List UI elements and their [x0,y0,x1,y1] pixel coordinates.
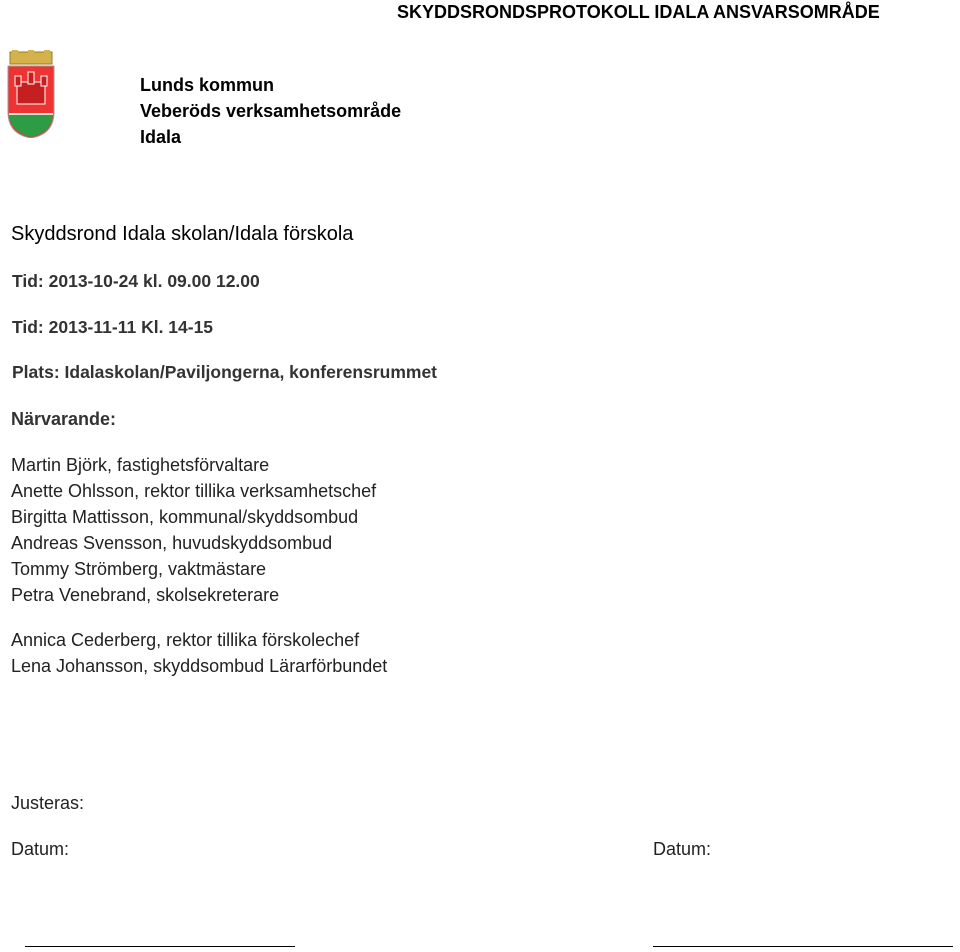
attendee-item: Birgitta Mattisson, kommunal/skyddsombud [11,507,359,527]
org-name: Lunds kommun [140,75,274,95]
attendee-item: Tommy Strömberg, vaktmästare [11,559,267,579]
attendee-item: Martin Björk, fastighetsförvaltare [11,455,270,475]
meeting-time-2: Tid: 2013-11-11 Kl. 14-15 [12,317,214,337]
meeting-time-1: Tid: 2013-10-24 kl. 09.00 12.00 [12,271,260,291]
document-header-title: SKYDDSRONDSPROTOKOLL IDALA ANSVARSOMRÅDE [397,2,880,22]
attendee-item: Anette Ohlsson, rektor tillika verksamhetschef [11,481,377,501]
coat-of-arms-icon [6,50,56,138]
meeting-title: Skyddsrond Idala skolan/Idala förskola [11,223,354,245]
org-unit: Veberöds verksamhetsområde [140,101,402,121]
attendee-item: Petra Venebrand, skolsekreterare [11,585,280,605]
adjusted-label: Justeras: [11,793,85,813]
date-right-label: Datum: [653,839,712,859]
signature-line-left [25,946,295,947]
attendee-item: Andreas Svensson, huvudskyddsombud [11,533,333,553]
org-location: Idala [140,127,182,147]
meeting-place: Plats: Idalaskolan/Paviljongerna, konferensrummet [12,362,437,382]
date-left-label: Datum: [11,839,70,859]
attendees-label: Närvarande: [11,409,117,429]
signature-line-right [653,946,953,947]
attendee-item: Annica Cederberg, rektor tillika förskolechef [11,630,360,650]
attendee-item: Lena Johansson, skyddsombud Lärarförbundet [11,656,388,676]
